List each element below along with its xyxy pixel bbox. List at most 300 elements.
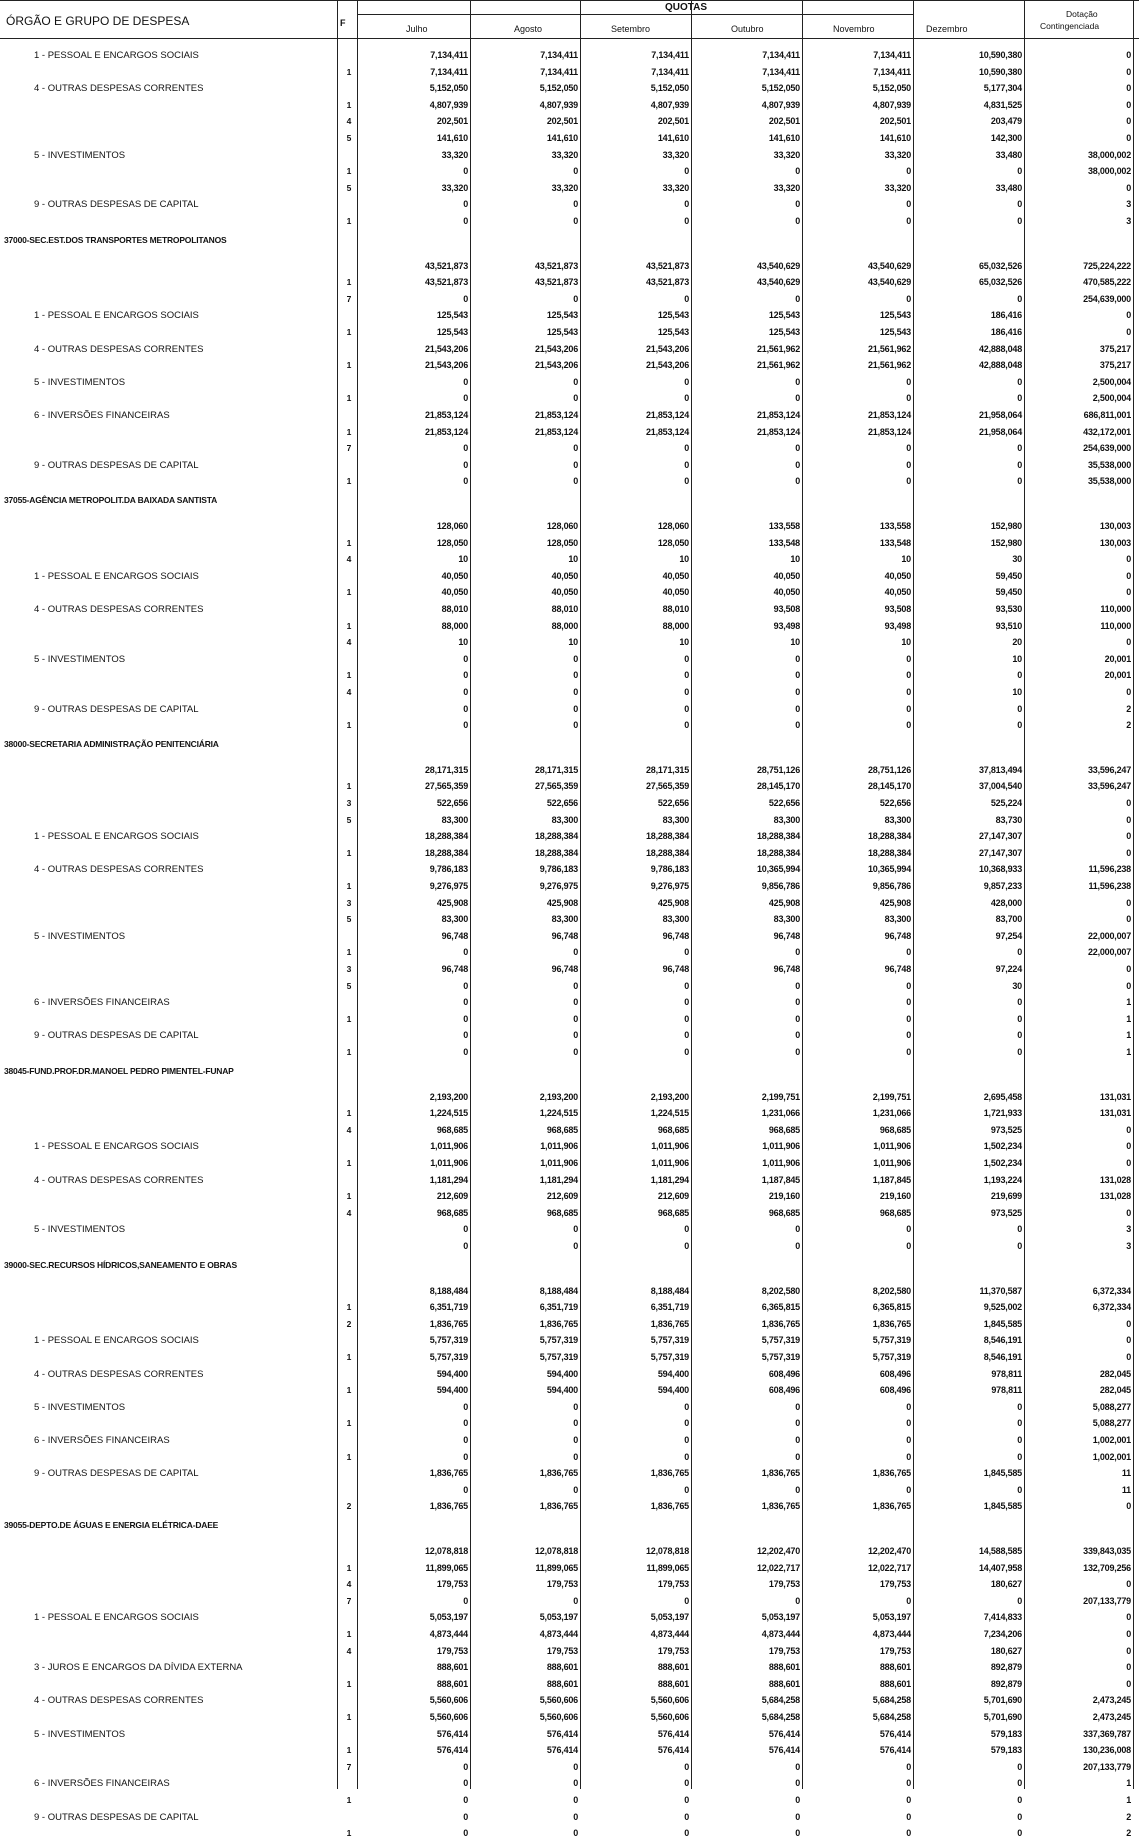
quota-value: 83,300 — [884, 914, 911, 925]
quota-value: 9,856,786 — [872, 881, 911, 891]
quota-value: 43,521,873 — [534, 277, 578, 288]
quota-value: 0 — [795, 1224, 800, 1235]
quota-value: 11,596,238 — [1088, 881, 1131, 891]
quota-value: 0 — [1126, 66, 1131, 77]
quota-value: 1,502,234 — [983, 1141, 1022, 1152]
quota-value: 83,700 — [995, 914, 1022, 925]
quota-value: 0 — [1126, 814, 1131, 825]
quota-value: 0 — [684, 1224, 689, 1235]
quota-value: 0 — [1126, 687, 1131, 697]
quota-value: 0 — [573, 1418, 578, 1429]
quota-value: 5,053,197 — [539, 1612, 578, 1623]
quota-value: 0 — [684, 1435, 689, 1445]
org-label: 37055-AGÊNCIA METROPOLIT.DA BAIXADA SANTISTA — [4, 495, 218, 505]
quota-value: 7,134,411 — [430, 66, 468, 77]
quota-value: 40,050 — [441, 587, 468, 598]
group-label: 5 - INVESTIMENTOS — [34, 930, 126, 942]
quota-value: 5,701,690 — [983, 1712, 1022, 1722]
quota-value: 7,134,411 — [873, 66, 911, 77]
quota-value: 0 — [684, 1778, 689, 1789]
quota-value: 0 — [573, 1224, 578, 1235]
quota-value: 5,177,304 — [983, 83, 1022, 94]
quota-value: 28,751,126 — [756, 764, 800, 775]
quota-value: 0 — [1017, 1484, 1022, 1495]
quota-value: 207,133,779 — [1083, 1595, 1131, 1606]
quota-value: 0 — [795, 443, 800, 454]
quota-value: 10 — [568, 554, 578, 565]
quota-value: 0 — [573, 670, 578, 681]
quota-value: 0 — [573, 393, 578, 404]
quota-value: 0 — [795, 1828, 800, 1839]
quota-value: 0 — [463, 476, 468, 487]
quota-value: 9,856,786 — [761, 881, 800, 891]
quota-value: 0 — [906, 476, 911, 487]
quota-value: 130,003 — [1099, 521, 1131, 531]
quota-value: 0 — [684, 1761, 689, 1772]
quota-value: 202,501 — [768, 116, 800, 127]
quota-value: 28,171,315 — [534, 764, 578, 775]
fund-code: 1 — [346, 1352, 352, 1362]
quota-value: 282,045 — [1099, 1368, 1131, 1379]
group-label: 5 - INVESTIMENTOS — [34, 1728, 126, 1740]
quota-value: 0 — [1017, 393, 1022, 404]
quota-value: 7,134,411 — [873, 50, 911, 60]
group-label: 4 - OUTRAS DESPESAS CORRENTES — [34, 83, 204, 95]
quota-value: 0 — [684, 703, 689, 714]
quota-value: 4,807,939 — [872, 99, 911, 110]
quota-value: 40,050 — [441, 570, 468, 581]
quota-value: 93,498 — [773, 620, 800, 631]
group-label: 1 - PESSOAL E ENCARGOS SOCIAIS — [34, 1335, 199, 1347]
quota-value: 0 — [463, 166, 468, 177]
quota-value: 1,836,765 — [429, 1501, 468, 1512]
quota-value: 968,685 — [436, 1207, 468, 1218]
quota-value: 33,320 — [551, 182, 578, 193]
quota-value: 9,857,233 — [983, 881, 1022, 891]
quota-value: 5,757,319 — [539, 1352, 578, 1362]
quota-value: 0 — [573, 1795, 578, 1805]
quota-value: 33,596,247 — [1087, 764, 1131, 775]
quota-value: 83,300 — [884, 814, 911, 825]
quota-value: 5,684,258 — [872, 1712, 911, 1722]
quota-value: 576,414 — [879, 1745, 911, 1756]
quota-value: 43,521,873 — [534, 260, 578, 271]
quota-value: 18,288,384 — [424, 831, 468, 842]
quota-value: 892,879 — [990, 1678, 1022, 1689]
quota-value: 0 — [795, 980, 800, 991]
org-label: 39055-DEPTO.DE ÁGUAS E ENERGIA ELÉTRICA-DAEE — [4, 1520, 219, 1530]
quota-value: 2,500,004 — [1092, 376, 1131, 387]
quota-value: 0 — [463, 376, 468, 387]
quota-value: 0 — [906, 687, 911, 697]
quota-value: 42,888,048 — [978, 343, 1022, 354]
quota-value: 0 — [906, 947, 911, 958]
quota-value: 0 — [1126, 554, 1131, 565]
quota-value: 8,188,484 — [539, 1285, 578, 1296]
quota-value: 522,656 — [879, 798, 911, 808]
quota-value: 5,053,197 — [872, 1612, 911, 1623]
quota-value: 65,032,526 — [978, 260, 1022, 271]
quota-value: 33,320 — [773, 149, 800, 160]
group-label: 1 - PESSOAL E ENCARGOS SOCIAIS — [34, 50, 199, 61]
quota-value: 1,224,515 — [429, 1108, 468, 1119]
quota-value: 525,224 — [990, 798, 1022, 808]
quota-value: 973,525 — [990, 1207, 1022, 1218]
quota-value: 0 — [906, 670, 911, 681]
quota-value: 28,145,170 — [756, 781, 800, 792]
quota-value: 88,010 — [551, 604, 578, 614]
quota-value: 33,480 — [995, 182, 1022, 193]
quota-value: 0 — [684, 166, 689, 177]
quota-value: 59,450 — [995, 570, 1022, 581]
quota-value: 8,546,191 — [983, 1352, 1022, 1362]
quota-value: 38,000,002 — [1087, 149, 1131, 160]
quota-value: 0 — [463, 1401, 468, 1412]
quota-value: 7,134,411 — [540, 66, 578, 77]
quota-value: 608,496 — [879, 1368, 911, 1379]
quota-value: 522,656 — [768, 798, 800, 808]
quota-value: 132,709,256 — [1083, 1562, 1131, 1573]
quota-value: 0 — [795, 1778, 800, 1789]
quota-value: 37,004,540 — [978, 781, 1022, 792]
quota-value: 28,171,315 — [645, 764, 689, 775]
quota-value: 96,748 — [441, 930, 468, 941]
fund-code: 1 — [346, 476, 352, 487]
quota-value: 0 — [1126, 1678, 1131, 1689]
quota-value: 18,288,384 — [756, 831, 800, 842]
quota-value: 0 — [463, 720, 468, 731]
fund-code: 1 — [346, 781, 352, 792]
quota-value: 0 — [906, 703, 911, 714]
quota-value: 5,560,606 — [539, 1712, 578, 1722]
quota-value: 1,011,906 — [873, 1141, 911, 1152]
quota-value: 968,685 — [657, 1124, 689, 1135]
quota-value: 9,786,183 — [650, 864, 689, 875]
quota-value: 125,543 — [436, 327, 468, 337]
quota-value: 21,543,206 — [645, 343, 689, 354]
quota-value: 0 — [463, 459, 468, 470]
quota-value: 0 — [463, 393, 468, 404]
quota-value: 179,753 — [657, 1645, 689, 1656]
quota-value: 576,414 — [436, 1745, 468, 1756]
quota-value: 4,873,444 — [539, 1629, 578, 1639]
quota-value: 93,508 — [773, 604, 800, 614]
quota-value: 83,300 — [551, 814, 578, 825]
quota-value: 2 — [1126, 1811, 1131, 1822]
quota-value: 179,753 — [546, 1645, 578, 1656]
fund-code: 1 — [346, 670, 352, 681]
quota-value: 0 — [1017, 216, 1022, 226]
quota-value: 6,365,815 — [761, 1302, 800, 1313]
quota-value: 1,231,066 — [761, 1108, 800, 1119]
group-label: 9 - OUTRAS DESPESAS DE CAPITAL — [34, 703, 199, 715]
quota-value: 0 — [463, 1030, 468, 1041]
fund-code: 1 — [346, 1562, 352, 1573]
quota-value: 1,187,845 — [761, 1174, 800, 1185]
quota-value: 40,050 — [662, 570, 689, 581]
quota-value: 125,543 — [657, 327, 689, 337]
quota-value: 128,060 — [657, 521, 689, 531]
quota-value: 96,748 — [884, 930, 911, 941]
quota-value: 0 — [684, 670, 689, 681]
fund-code: 1 — [346, 277, 352, 288]
quotas-header: QUOTAS — [665, 2, 708, 13]
quota-value: 212,609 — [657, 1191, 689, 1202]
quota-value: 0 — [795, 376, 800, 387]
quota-value: 5,757,319 — [650, 1352, 689, 1362]
group-label: 5 - INVESTIMENTOS — [34, 376, 126, 388]
column-rule — [357, 0, 358, 1789]
fund-code: 7 — [346, 443, 352, 454]
quota-value: 1,836,765 — [761, 1318, 800, 1329]
quota-value: 608,496 — [768, 1385, 800, 1396]
quota-value: 0 — [795, 1795, 800, 1805]
header-bottom-rule — [0, 38, 1139, 39]
quota-value: 1,011,906 — [540, 1158, 578, 1168]
quota-value: 337,369,787 — [1083, 1728, 1131, 1739]
quota-value: 219,699 — [990, 1191, 1022, 1202]
quota-value: 1,836,765 — [539, 1501, 578, 1512]
quota-value: 0 — [1126, 310, 1131, 321]
fund-code: 3 — [346, 798, 352, 808]
quota-value: 10 — [679, 637, 689, 648]
december-header: Dezembro — [926, 24, 968, 34]
quota-value: 0 — [1126, 798, 1131, 808]
quota-value: 96,748 — [551, 964, 578, 974]
quota-value: 968,685 — [436, 1124, 468, 1135]
fund-code: 1 — [346, 1451, 352, 1462]
quota-value: 11,899,065 — [535, 1562, 578, 1573]
quota-value: 1,011,906 — [540, 1141, 578, 1152]
quota-value: 0 — [795, 1761, 800, 1772]
fund-code: 7 — [346, 293, 352, 304]
quota-value: 83,300 — [773, 914, 800, 925]
quota-value: 4,873,444 — [872, 1629, 911, 1639]
quota-value: 968,685 — [768, 1124, 800, 1135]
quota-value: 576,414 — [879, 1728, 911, 1739]
quota-value: 9,786,183 — [539, 864, 578, 875]
quota-value: 128,050 — [657, 537, 689, 548]
quota-value: 0 — [684, 1241, 689, 1251]
quota-value: 10 — [458, 637, 468, 648]
quota-value: 40,050 — [551, 570, 578, 581]
fund-code: 5 — [346, 914, 352, 925]
quota-value: 0 — [1017, 199, 1022, 210]
quota-value: 5,701,690 — [983, 1695, 1022, 1706]
quota-value: 35,538,000 — [1087, 459, 1131, 470]
quota-value: 0 — [906, 720, 911, 731]
group-label: 6 - INVERSÕES FINANCEIRAS — [34, 410, 170, 421]
quota-value: 97,254 — [995, 930, 1022, 941]
quota-value: 18,288,384 — [645, 831, 689, 842]
quota-value: 0 — [1017, 1795, 1022, 1805]
quota-value: 125,543 — [546, 327, 578, 337]
quota-value: 1,836,765 — [872, 1318, 911, 1329]
quota-value: 0 — [573, 1451, 578, 1462]
quota-value: 2,193,200 — [429, 1091, 468, 1102]
quota-value: 1,193,224 — [983, 1174, 1022, 1185]
quota-value: 5,088,277 — [1092, 1401, 1131, 1412]
fund-code: 1 — [346, 1013, 352, 1024]
quota-value: 0 — [1126, 1645, 1131, 1656]
fund-code: 1 — [346, 166, 352, 177]
quota-value: 0 — [684, 1401, 689, 1412]
quota-value: 888,601 — [546, 1678, 578, 1689]
quota-value: 0 — [1126, 182, 1131, 193]
quota-value: 21,543,206 — [534, 360, 578, 371]
quota-value: 97,224 — [995, 964, 1022, 974]
quota-value: 0 — [684, 1595, 689, 1606]
quota-value: 9,786,183 — [429, 864, 468, 875]
quota-value: 212,609 — [546, 1191, 578, 1202]
quota-value: 0 — [1017, 670, 1022, 681]
quota-value: 1,011,906 — [651, 1158, 689, 1168]
quota-value: 21,853,124 — [756, 426, 800, 437]
quota-value: 28,751,126 — [867, 764, 911, 775]
fund-code: 1 — [346, 537, 352, 548]
quota-value: 0 — [463, 1811, 468, 1822]
quota-value: 96,748 — [662, 930, 689, 941]
quota-value: 0 — [463, 980, 468, 991]
quota-value: 8,202,580 — [761, 1285, 800, 1296]
quota-value: 27,565,359 — [424, 781, 468, 792]
quota-value: 0 — [573, 1030, 578, 1041]
quota-value: 0 — [906, 1778, 911, 1789]
quota-value: 0 — [1017, 1241, 1022, 1251]
quota-value: 1,187,845 — [872, 1174, 911, 1185]
quota-value: 33,320 — [441, 149, 468, 160]
fund-code: 1 — [346, 1712, 352, 1722]
quota-value: 6,351,719 — [650, 1302, 689, 1313]
quota-value: 1 — [1126, 1778, 1131, 1789]
quota-value: 428,000 — [990, 897, 1022, 908]
quota-value: 0 — [463, 1778, 468, 1789]
fund-code: 7 — [346, 1761, 352, 1772]
quota-value: 0 — [906, 443, 911, 454]
quota-value: 0 — [463, 1013, 468, 1024]
quota-value: 0 — [906, 1013, 911, 1024]
quota-value: 12,078,818 — [645, 1546, 689, 1556]
quota-value: 21,561,962 — [756, 360, 800, 371]
quota-value: 202,501 — [879, 116, 911, 127]
quota-value: 33,320 — [551, 149, 578, 160]
quota-value: 576,414 — [768, 1745, 800, 1756]
month-header-outubro: Outubro — [731, 24, 764, 34]
quota-value: 0 — [573, 459, 578, 470]
quota-value: 10 — [568, 637, 578, 648]
quota-value: 0 — [1126, 116, 1131, 127]
quota-value: 0 — [463, 1435, 468, 1445]
quota-value: 0 — [795, 459, 800, 470]
quota-value: 5,560,606 — [429, 1695, 468, 1706]
quota-value: 12,078,818 — [424, 1546, 468, 1556]
quota-value: 0 — [1126, 50, 1131, 60]
quota-value: 22,000,007 — [1087, 947, 1131, 958]
quota-value: 0 — [573, 980, 578, 991]
quota-value: 0 — [573, 1828, 578, 1839]
quota-value: 973,525 — [990, 1124, 1022, 1135]
quota-value: 888,601 — [657, 1662, 689, 1673]
quota-value: 608,496 — [768, 1368, 800, 1379]
quota-value: 18,288,384 — [534, 847, 578, 858]
quota-value: 1,502,234 — [983, 1158, 1022, 1168]
quota-value: 88,000 — [551, 620, 578, 631]
quota-value: 5,053,197 — [429, 1612, 468, 1623]
fund-code: 1 — [346, 947, 352, 958]
quota-value: 0 — [684, 476, 689, 487]
quota-value: 33,596,247 — [1087, 781, 1131, 792]
quota-value: 0 — [463, 1484, 468, 1495]
quota-value: 203,479 — [990, 116, 1022, 127]
quota-value: 594,400 — [436, 1368, 468, 1379]
quota-value: 152,980 — [990, 537, 1022, 548]
quota-value: 179,753 — [436, 1579, 468, 1590]
quota-value: 128,050 — [546, 537, 578, 548]
quota-value: 1,721,933 — [983, 1108, 1022, 1119]
fund-code: 1 — [346, 1828, 352, 1839]
quota-value: 125,543 — [436, 310, 468, 321]
fund-code: 1 — [346, 1629, 352, 1639]
quota-value: 0 — [684, 1828, 689, 1839]
fund-code: 2 — [346, 1501, 352, 1512]
quota-value: 0 — [573, 199, 578, 210]
quota-value: 27,147,307 — [978, 847, 1022, 858]
quota-value: 0 — [573, 216, 578, 226]
quota-value: 1,002,001 — [1092, 1435, 1131, 1445]
quota-value: 179,753 — [436, 1645, 468, 1656]
quota-value: 12,022,717 — [756, 1562, 800, 1573]
quota-value: 0 — [573, 1435, 578, 1445]
quota-value: 83,300 — [441, 814, 468, 825]
quota-value: 10 — [458, 554, 468, 565]
quota-value: 0 — [906, 199, 911, 210]
quota-value: 0 — [906, 1047, 911, 1057]
quota-value: 888,601 — [879, 1662, 911, 1673]
quota-value: 21,853,124 — [756, 410, 800, 420]
quota-value: 2 — [1126, 720, 1131, 731]
quota-value: 0 — [906, 459, 911, 470]
quota-value: 0 — [573, 947, 578, 958]
quota-value: 0 — [906, 1484, 911, 1495]
group-label: 6 - INVERSÕES FINANCEIRAS — [34, 1778, 170, 1790]
quota-value: 0 — [573, 653, 578, 664]
quota-value: 141,610 — [436, 133, 468, 143]
quota-value: 1,836,765 — [761, 1501, 800, 1512]
quota-value: 1,836,765 — [429, 1468, 468, 1479]
quota-value: 686,811,001 — [1083, 410, 1131, 420]
quota-value: 141,610 — [657, 133, 689, 143]
quotas-underline — [358, 14, 913, 15]
quota-value: 9,276,975 — [539, 881, 578, 891]
quota-value: 888,601 — [768, 1662, 800, 1673]
quota-value: 0 — [684, 1418, 689, 1429]
quota-value: 0 — [1017, 1435, 1022, 1445]
quota-value: 20,001 — [1104, 670, 1131, 681]
fund-code: 1 — [346, 620, 352, 631]
quota-value: 0 — [1126, 637, 1131, 648]
quota-value: 21,561,962 — [756, 343, 800, 354]
group-label: 6 - INVERSÕES FINANCEIRAS — [34, 1435, 170, 1446]
quota-value: 0 — [1017, 443, 1022, 454]
quota-value: 1,224,515 — [650, 1108, 689, 1119]
quota-value: 1,011,906 — [651, 1141, 689, 1152]
quota-value: 0 — [906, 216, 911, 226]
quota-value: 0 — [684, 687, 689, 697]
quota-value: 125,543 — [768, 327, 800, 337]
fund-code: 1 — [346, 1158, 352, 1168]
quota-value: 576,414 — [657, 1728, 689, 1739]
quota-value: 6,351,719 — [539, 1302, 578, 1313]
